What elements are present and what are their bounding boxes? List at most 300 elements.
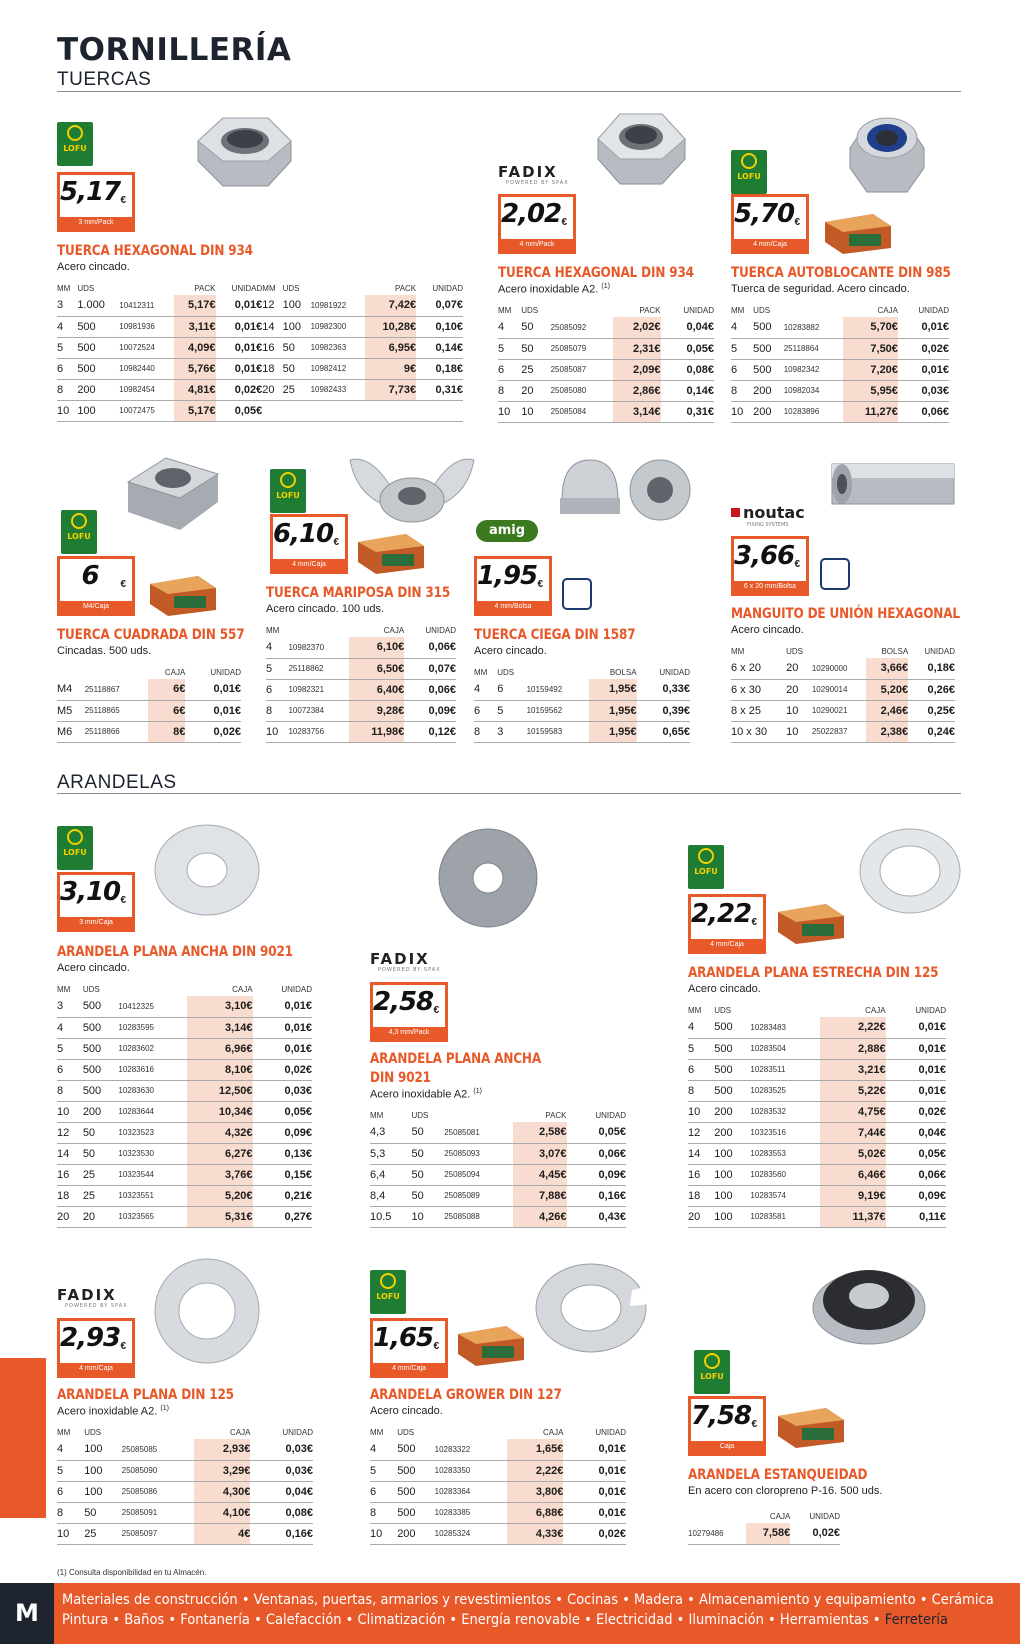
table-row	[731, 401, 949, 422]
table-row	[266, 637, 456, 658]
table-cell: 12,50€	[187, 1080, 252, 1101]
table-cell: 25118864	[784, 338, 843, 359]
table-cell: 6	[370, 1481, 397, 1502]
table-cell: 200	[753, 401, 784, 422]
table-cell: 50	[521, 317, 550, 338]
price-tag: 7,58 € Caja	[688, 1396, 766, 1456]
table-row	[370, 1460, 626, 1481]
table-cell: 500	[714, 1080, 750, 1101]
table-cell: 200	[77, 379, 119, 400]
table-header: UNIDAD	[809, 1512, 840, 1521]
table-header	[551, 302, 613, 317]
table-cell: 25085079	[551, 338, 613, 359]
table-cell: 3,66€	[866, 658, 908, 679]
table-cell: 3,76€	[187, 1164, 252, 1185]
table-cell: 0,13€	[253, 1143, 312, 1164]
flat-washer-photo	[436, 826, 540, 930]
table-cell: 11,37€	[820, 1206, 885, 1227]
table-header: UNIDAD	[924, 647, 955, 656]
table-cell: 0,06€	[886, 1164, 946, 1185]
table-cell: 4	[266, 637, 288, 658]
table-header: UNIDAD	[281, 985, 312, 994]
table-header	[118, 981, 187, 996]
section-divider	[57, 91, 961, 92]
table-header: UDS	[786, 647, 803, 656]
table-row	[474, 700, 690, 721]
table-cell: 5,95€	[843, 380, 898, 401]
table-cell: 8	[57, 379, 77, 400]
table-row	[370, 1206, 626, 1227]
hex-nut-photo	[188, 106, 298, 196]
table-cell: 6	[688, 1059, 714, 1080]
table-cell: 18	[688, 1185, 714, 1206]
table-cell: 3,07€	[513, 1143, 566, 1164]
table-cell: 10283644	[118, 1101, 187, 1122]
table-row	[57, 379, 463, 400]
table-cell: 25085087	[551, 359, 613, 380]
table-cell: 5,17€	[174, 295, 216, 316]
table-row	[266, 721, 456, 742]
table-cell: 25085081	[444, 1122, 513, 1143]
table-cell: 3,10€	[187, 996, 252, 1017]
product-description: Acero cincado.	[731, 624, 804, 636]
table-cell: 10283532	[750, 1101, 820, 1122]
flat-washer-photo	[152, 822, 262, 918]
table-cell: 10981922	[311, 295, 365, 316]
table-cell: 10283322	[435, 1439, 508, 1460]
table-row	[57, 679, 241, 700]
table-cell: 10	[521, 401, 550, 422]
table-header: MM	[57, 284, 71, 293]
table-cell: 500	[714, 1017, 750, 1038]
table-cell: 500	[753, 359, 784, 380]
table-cell: 10982454	[119, 379, 173, 400]
table-cell: 6	[57, 1481, 84, 1502]
table-cell: 200	[83, 1101, 119, 1122]
table-cell: 0,09€	[886, 1185, 946, 1206]
table-cell: 10283616	[118, 1059, 187, 1080]
product-name: ARANDELA PLANA ESTRECHA DIN 125	[688, 965, 939, 981]
table-row	[57, 1439, 313, 1460]
table-header: UNIDAD	[231, 284, 263, 293]
table-cell: 25085080	[551, 380, 613, 401]
table-row	[731, 317, 949, 338]
table-header: CAJA	[232, 985, 253, 994]
table-cell: 4	[57, 1439, 84, 1460]
price-unit: 4 mm/Bolsa	[477, 601, 549, 613]
table-cell: 0,18€	[908, 658, 955, 679]
table-cell: 25085089	[444, 1185, 513, 1206]
table-cell: 10323551	[118, 1185, 187, 1206]
table-row	[731, 679, 955, 700]
price-unit: 4 mm/Caja	[60, 1363, 132, 1375]
table-header: CAJA	[769, 1512, 791, 1521]
table-cell: 0,26€	[908, 679, 955, 700]
table-cell: 0,06€	[898, 401, 949, 422]
table-cell: 10323530	[118, 1143, 187, 1164]
price-tag: 6,10 € 4 mm/Caja	[270, 514, 348, 574]
table-cell: 7,58€	[746, 1523, 791, 1544]
table-row	[57, 1502, 313, 1523]
table-cell: 10	[412, 1206, 445, 1227]
table-cell: 6,50€	[349, 658, 405, 679]
table-row	[370, 1481, 626, 1502]
price-unit: 4 mm/Pack	[501, 239, 573, 251]
table-cell: 18	[262, 358, 282, 379]
table-row	[57, 1164, 312, 1185]
table-cell: 10283882	[784, 317, 843, 338]
wing-nut-photo	[342, 452, 482, 532]
product-name: TUERCA AUTOBLOCANTE DIN 985	[731, 265, 951, 281]
table-cell: 0,09€	[253, 1122, 312, 1143]
table-header: UNIDAD	[425, 626, 456, 635]
table-cell: 0,07€	[404, 658, 456, 679]
coupling-nut-photo	[826, 458, 960, 510]
table-row	[498, 338, 714, 359]
table-cell: 9,19€	[820, 1185, 885, 1206]
price-unit: 4 mm/Caja	[273, 559, 345, 571]
table-cell: 7,88€	[513, 1185, 566, 1206]
product-table	[266, 622, 456, 743]
table-cell: 0,39€	[637, 700, 690, 721]
table-cell: 100	[714, 1206, 750, 1227]
table-cell: 0,02€	[790, 1523, 840, 1544]
table-cell: 1,95€	[589, 700, 637, 721]
table-row	[688, 1185, 946, 1206]
table-header	[288, 622, 348, 637]
box-package-icon	[456, 1322, 526, 1366]
table-header: CAJA	[877, 306, 898, 315]
table-row	[731, 359, 949, 380]
product-name: ARANDELA ESTANQUEIDAD	[688, 1467, 868, 1483]
table-cell: 14	[688, 1143, 714, 1164]
table-cell: 0,01€	[563, 1502, 626, 1523]
table-cell: 50	[283, 337, 311, 358]
table-cell: 25085091	[122, 1502, 195, 1523]
table-cell: 0,02€	[898, 338, 949, 359]
table-cell: 0,15€	[253, 1164, 312, 1185]
table-header: CAJA	[383, 626, 405, 635]
table-header: MM	[266, 626, 280, 635]
footer-current-category: Ferretería	[884, 1612, 948, 1628]
table-cell: 10	[498, 401, 521, 422]
price-value: 2,93	[60, 1323, 121, 1353]
table-cell: 10412311	[119, 295, 173, 316]
table-cell: 20	[786, 679, 812, 700]
table-cell: 10283525	[750, 1080, 820, 1101]
table-cell: 14	[57, 1143, 83, 1164]
table-cell: 0,14€	[661, 380, 714, 401]
table-header	[527, 664, 589, 679]
table-cell: 5,20€	[866, 679, 908, 700]
table-cell: 7,42€	[365, 295, 416, 316]
product-table	[370, 1107, 626, 1228]
table-cell: 100	[84, 1460, 121, 1481]
table-cell: M5	[57, 700, 85, 721]
table-cell: 0,04€	[886, 1122, 946, 1143]
price-value: 5,17	[60, 177, 121, 207]
table-header: MM	[731, 647, 745, 656]
table-cell: 0,12€	[404, 721, 456, 742]
table-cell: 8,10€	[187, 1059, 252, 1080]
table-cell: 500	[83, 1080, 119, 1101]
table-row	[688, 1101, 946, 1122]
product-table	[370, 1424, 626, 1545]
table-cell: 500	[397, 1460, 434, 1481]
table-header: PACK	[194, 284, 216, 293]
table-cell: 5,17€	[174, 400, 216, 421]
table-cell: 0,01€	[898, 359, 949, 380]
table-cell: 0,01€	[253, 1017, 312, 1038]
table-cell: 500	[77, 337, 119, 358]
table-row	[688, 1164, 946, 1185]
product-table	[57, 1424, 313, 1545]
product-description: Acero inoxidable A2. $^{(1)}$	[57, 1405, 169, 1418]
table-cell: 10	[786, 700, 812, 721]
table-cell: 10982370	[288, 637, 348, 658]
table-cell: 10323544	[118, 1164, 187, 1185]
table-cell: 4	[474, 679, 497, 700]
table-header: UNIDAD	[915, 1006, 946, 1015]
table-row	[57, 1185, 312, 1206]
product-description: Acero cincado. 100 uds.	[266, 603, 385, 615]
table-cell: 0,06€	[404, 679, 456, 700]
table-cell: 3	[57, 996, 83, 1017]
table-cell: 5	[731, 338, 753, 359]
table-cell: 100	[283, 316, 311, 337]
table-header: UDS	[282, 284, 300, 293]
table-cell: 10283896	[784, 401, 843, 422]
table-row	[57, 316, 463, 337]
table-cell: 10283483	[750, 1017, 820, 1038]
price-value: 6,10	[273, 519, 334, 549]
table-cell: 12	[57, 1122, 83, 1143]
footer-categories-line2: Pintura • Baños • Fontanería • Calefacción • Climatización • Energía renovable • Electricidad • Iluminación • Herramientas • Ferretería	[62, 1612, 948, 1628]
table-cell: 0,05€	[661, 338, 714, 359]
table-cell: 2,88€	[820, 1038, 885, 1059]
table-row	[57, 400, 463, 421]
table-cell: 10159562	[527, 700, 589, 721]
table-cell: 0,04€	[661, 317, 714, 338]
brand-logo: LOFU	[57, 826, 93, 870]
table-cell: 20	[521, 380, 550, 401]
table-cell: 2,22€	[507, 1460, 563, 1481]
box-package-icon	[776, 1404, 846, 1448]
table-row	[57, 1017, 312, 1038]
table-header: UNIDAD	[282, 1428, 313, 1437]
table-cell: 6,46€	[820, 1164, 885, 1185]
table-cell: 25022837	[812, 721, 866, 742]
price-value: 1,95	[477, 561, 538, 591]
table-cell: 11,98€	[349, 721, 405, 742]
table-header: MM	[731, 306, 745, 315]
product-description: Tuerca de seguridad. Acero cincado.	[731, 283, 910, 295]
product-table	[474, 664, 690, 743]
table-cell: 25118862	[288, 658, 348, 679]
table-row	[688, 1122, 946, 1143]
table-header: UDS	[84, 1428, 102, 1437]
table-header: UDS	[521, 306, 539, 315]
price-tag: 2,58 € 4,3 mm/Pack	[370, 982, 448, 1042]
table-cell: 200	[714, 1122, 750, 1143]
table-cell: 10283574	[750, 1185, 820, 1206]
table-cell: 0,09€	[567, 1164, 626, 1185]
table-cell: 6 x 30	[731, 679, 786, 700]
table-cell: 50	[412, 1164, 445, 1185]
table-row	[57, 1101, 312, 1122]
table-cell: 10981936	[119, 316, 173, 337]
table-row	[474, 721, 690, 742]
table-cell: 0,02€	[563, 1523, 626, 1544]
table-header: MM	[498, 306, 512, 315]
table-cell: 25118866	[85, 721, 149, 742]
table-cell: 6,88€	[507, 1502, 563, 1523]
table-cell: 4,3	[370, 1122, 412, 1143]
product-table	[57, 664, 241, 743]
table-cell: 25	[83, 1164, 119, 1185]
table-cell: 100	[283, 295, 311, 316]
table-cell: 0,03€	[250, 1460, 313, 1481]
price-value: 1,65	[373, 1323, 434, 1353]
table-header: MM	[474, 668, 488, 677]
table-cell: 3,11€	[174, 316, 216, 337]
table-cell: 10	[266, 721, 288, 742]
table-cell: 10412325	[118, 996, 187, 1017]
table-row	[57, 1059, 312, 1080]
bag-package-icon	[820, 558, 850, 590]
brand-logo: LOFU	[370, 1270, 406, 1314]
product-name: ARANDELA PLANA DIN 125	[57, 1387, 234, 1403]
table-cell: 0,02€	[216, 379, 263, 400]
table-cell: 10982034	[784, 380, 843, 401]
fadix-logo: FADIX POWERED BY SPAX	[498, 163, 569, 186]
product-name: DIN 9021	[370, 1070, 431, 1086]
table-cell: 100	[84, 1439, 121, 1460]
table-cell: 0,07€	[416, 295, 463, 316]
table-cell: 10982342	[784, 359, 843, 380]
table-cell: 5,76€	[174, 358, 216, 379]
table-row	[731, 700, 955, 721]
table-cell: 4	[57, 316, 77, 337]
price-unit: M4/Caja	[60, 601, 132, 613]
table-cell: 1.000	[77, 295, 119, 316]
table-header	[784, 302, 843, 317]
table-row	[57, 358, 463, 379]
table-header: UDS	[397, 1428, 415, 1437]
table-cell: 2,93€	[194, 1439, 250, 1460]
table-cell: 9,28€	[349, 700, 405, 721]
table-cell: 10283385	[435, 1502, 508, 1523]
table-cell: 9€	[365, 358, 416, 379]
table-row	[688, 1523, 840, 1544]
table-cell: 4,32€	[187, 1122, 252, 1143]
table-cell: 20	[83, 1206, 119, 1227]
table-cell: 8	[266, 700, 288, 721]
table-cell: 10283504	[750, 1038, 820, 1059]
price-unit: 4 mm/Caja	[373, 1363, 445, 1375]
table-header: UNIDAD	[595, 1428, 626, 1437]
table-header: PACK	[394, 284, 417, 293]
table-cell: 50	[83, 1143, 119, 1164]
table-cell: 8,4	[370, 1185, 412, 1206]
table-cell: 4€	[194, 1523, 250, 1544]
table-cell: 3,14€	[187, 1017, 252, 1038]
table-row	[370, 1122, 626, 1143]
table-cell: 10290021	[812, 700, 866, 721]
table-row	[370, 1185, 626, 1206]
amig-logo: amig	[476, 520, 538, 542]
table-cell: 0,09€	[404, 700, 456, 721]
table-header: PACK	[545, 1111, 567, 1120]
price-unit: Caja	[691, 1441, 763, 1453]
table-row	[498, 401, 714, 422]
box-package-icon	[356, 530, 426, 574]
table-cell: 2,31€	[613, 338, 661, 359]
table-header: UNIDAD	[683, 306, 714, 315]
table-header: MM	[57, 1428, 71, 1437]
table-row	[370, 1143, 626, 1164]
table-cell: 5,20€	[187, 1185, 252, 1206]
table-cell: 0,04€	[250, 1481, 313, 1502]
table-cell: 10982412	[311, 358, 365, 379]
table-header	[444, 1107, 513, 1122]
fadix-logo: FADIX POWERED BY SPAX	[57, 1286, 128, 1309]
table-cell: 4,26€	[513, 1206, 566, 1227]
table-cell: 11,27€	[843, 401, 898, 422]
table-cell: 500	[83, 996, 119, 1017]
table-cell: 2,58€	[513, 1122, 566, 1143]
table-cell: 0,03€	[253, 1080, 312, 1101]
table-cell: 4,10€	[194, 1502, 250, 1523]
table-cell: 500	[83, 1059, 119, 1080]
table-cell: 6	[266, 679, 288, 700]
box-package-icon	[823, 210, 893, 254]
table-header: BOLSA	[609, 668, 637, 677]
table-cell: 6	[474, 700, 497, 721]
table-header: CAJA	[865, 1006, 886, 1015]
table-cell: 500	[753, 317, 784, 338]
table-cell: 1,95€	[589, 679, 637, 700]
section-title-tuercas: TUERCAS	[57, 69, 152, 90]
table-cell: 50	[283, 358, 311, 379]
table-cell	[311, 400, 365, 421]
table-header: UNIDAD	[595, 1111, 626, 1120]
table-cell: 200	[753, 380, 784, 401]
table-row	[731, 721, 955, 742]
table-cell: 5,22€	[820, 1080, 885, 1101]
price-value: 2,22	[691, 899, 752, 929]
table-header: UNIDAD	[659, 668, 690, 677]
product-name: ARANDELA GROWER DIN 127	[370, 1387, 562, 1403]
table-cell: 10323516	[750, 1122, 820, 1143]
table-cell: 6,40€	[349, 679, 405, 700]
brand-logo: LOFU	[694, 1350, 730, 1394]
hex-nut-photo	[590, 104, 690, 192]
table-cell: 10283511	[750, 1059, 820, 1080]
table-cell: 6	[57, 1059, 83, 1080]
table-cell: 10	[57, 400, 77, 421]
table-cell: 25085084	[551, 401, 613, 422]
table-cell: 6,27€	[187, 1143, 252, 1164]
table-cell: 4,09€	[174, 337, 216, 358]
product-table	[731, 302, 949, 423]
table-cell: 10285324	[435, 1523, 508, 1544]
table-cell: 5	[57, 1460, 84, 1481]
table-row	[57, 1481, 313, 1502]
table-cell: 0,01€	[898, 317, 949, 338]
table-cell: 10283630	[118, 1080, 187, 1101]
table-cell: 10982321	[288, 679, 348, 700]
